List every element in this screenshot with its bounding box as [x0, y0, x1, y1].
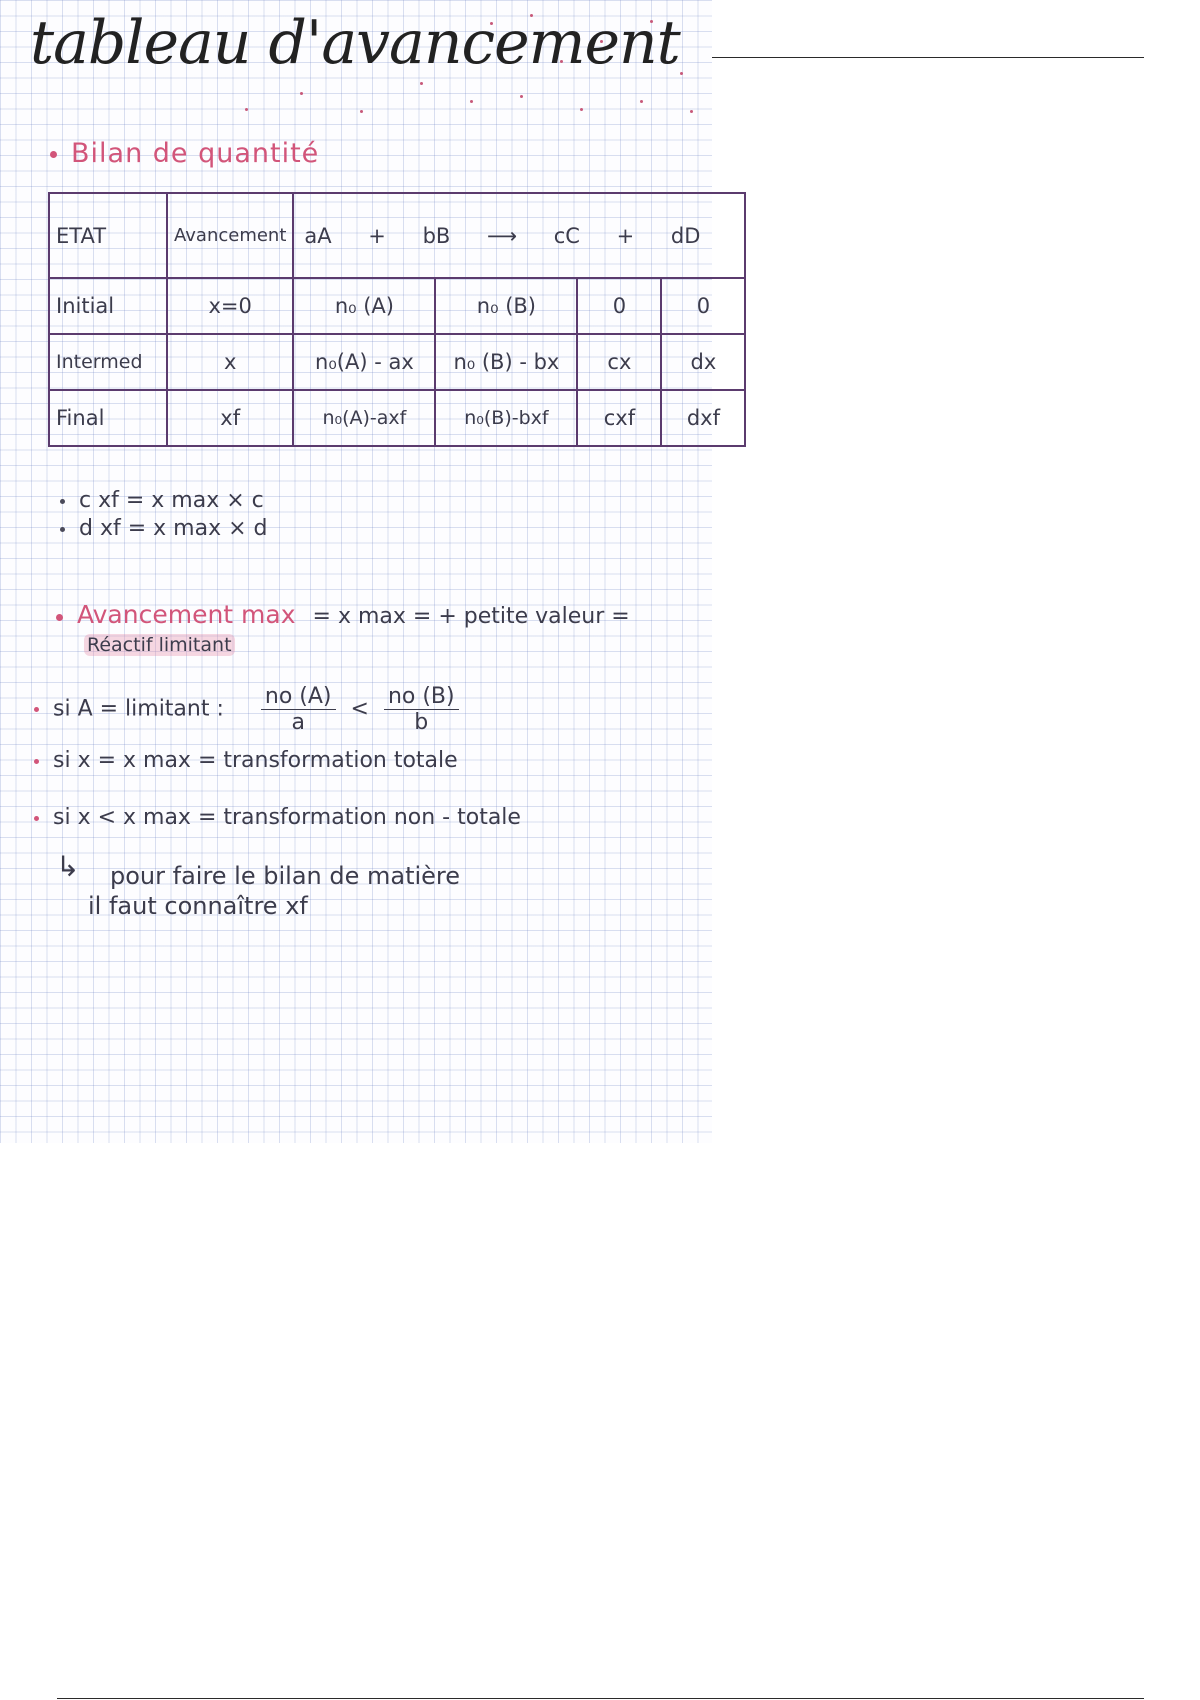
table-row [49, 334, 745, 390]
relation-text: d xf = x max × d [79, 516, 268, 541]
relation-line [60, 488, 264, 513]
note-line-1: pour faire le bilan de matière [110, 862, 461, 890]
equation-reactant-b: bB [422, 223, 451, 248]
row-avancement: x [167, 334, 293, 390]
fraction-a-denominator: a [291, 710, 305, 735]
note-line-2: il faut connaître xf [88, 892, 308, 920]
title-underline-rule [712, 57, 1144, 58]
table-header-row [49, 193, 745, 278]
avancement-max-line [56, 600, 630, 629]
fraction-b-denominator: b [414, 710, 429, 735]
equation-reactant-a: aA [304, 223, 332, 248]
header-equation [293, 193, 745, 278]
avancement-max-text: = x max = + petite valeur = [312, 604, 630, 629]
relation-line [60, 516, 267, 541]
transformation-non-totale-text: si x < x max = transformation non - totale [53, 805, 521, 830]
equation-product-c: cC [553, 223, 580, 248]
row-d: dx [661, 334, 745, 390]
return-arrow-icon: ↳ [56, 850, 80, 883]
footer-rule [57, 1698, 1144, 1699]
grid-paper-sheet [0, 0, 712, 1143]
row-d: dxf [661, 390, 745, 446]
header-avancement: Avancement [167, 193, 293, 278]
row-c: cxf [577, 390, 661, 446]
relation-text: c xf = x max × c [79, 488, 264, 513]
fraction-a [261, 684, 336, 735]
page-title: tableau d'avancement [30, 8, 680, 78]
row-etat: Intermed [49, 334, 167, 390]
row-a: n₀(A)-axf [293, 390, 435, 446]
row-etat: Final [49, 390, 167, 446]
reactif-limitant-text: Réactif limitant [84, 634, 235, 656]
equation-plus-2: + [616, 223, 635, 248]
limitant-line [34, 684, 467, 735]
fraction-b [384, 684, 459, 735]
transformation-non-totale-line [34, 805, 521, 830]
equation-plus-1: + [368, 223, 386, 248]
row-b: n₀(B)-bxf [435, 390, 577, 446]
row-a: n₀ (A) [293, 278, 435, 334]
section-heading-label: Bilan de quantité [71, 138, 320, 169]
fraction-a-numerator: no (A) [261, 684, 336, 710]
bullet-icon [34, 707, 39, 712]
row-d: 0 [661, 278, 745, 334]
table-row [49, 278, 745, 334]
row-c: 0 [577, 278, 661, 334]
row-c: cx [577, 334, 661, 390]
row-etat: Initial [49, 278, 167, 334]
equation-product-d: dD [670, 223, 701, 248]
equation-arrow: ⟶ [486, 223, 518, 248]
advancement-table [48, 192, 746, 447]
section-heading [50, 138, 319, 169]
bullet-icon [34, 816, 39, 821]
avancement-max-label: Avancement max [77, 600, 296, 629]
row-b: n₀ (B) [435, 278, 577, 334]
bullet-icon [60, 499, 65, 504]
bullet-icon [34, 759, 39, 764]
limitant-text: si A = limitant : [53, 696, 224, 722]
limitant-operator: < [350, 696, 369, 722]
transformation-totale-text: si x = x max = transformation totale [53, 748, 458, 773]
header-etat: ETAT [49, 193, 167, 278]
row-b: n₀ (B) - bx [435, 334, 577, 390]
row-avancement: xf [167, 390, 293, 446]
bullet-icon [60, 527, 65, 532]
bullet-icon [56, 614, 63, 621]
reactif-limitant-highlight [84, 634, 235, 656]
row-a: n₀(A) - ax [293, 334, 435, 390]
transformation-totale-line [34, 748, 458, 773]
table-row [49, 390, 745, 446]
fraction-b-numerator: no (B) [384, 684, 459, 710]
row-avancement: x=0 [167, 278, 293, 334]
bullet-icon [50, 151, 57, 158]
